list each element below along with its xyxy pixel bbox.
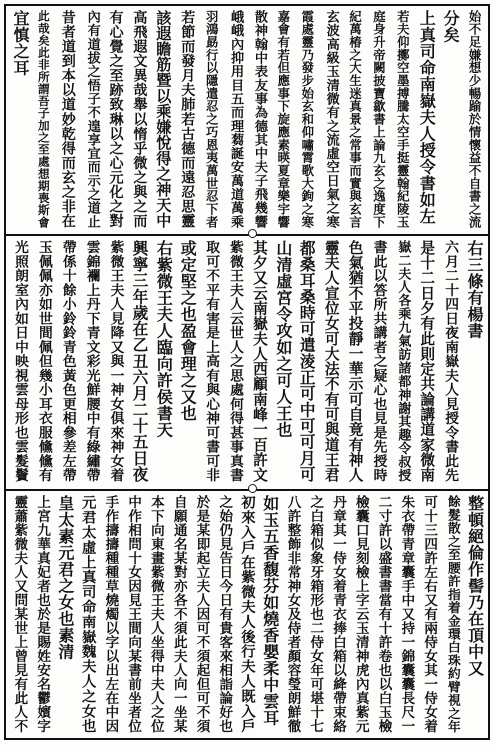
text-column: 右三條有楊書 <box>465 240 485 339</box>
text-column: 元君太虛上真司命南嶽魏夫人之女也 <box>79 495 97 734</box>
text-column: 其夕又云南嶽夫人西顧南峰一百許文 <box>250 240 268 483</box>
text-column: 如玉五香馥芬如燒香嬰柔中雲耳 <box>260 495 280 726</box>
text-column: 是十二日夕有此則定共論講道家微南 <box>418 240 436 483</box>
text-column: 紀萬椿之大生迷真景之常事而實與玄言 <box>347 10 363 229</box>
text-column: 帶係十餘小鈴鈴青色黃色更相參差左帶 <box>59 240 76 483</box>
text-column: 雲錦襴上丹下青文彩光鮮腰中有綠繡帶 <box>83 240 100 483</box>
text-column: 皇太素元君之女也素清 <box>55 495 75 660</box>
text-column: 可十三四許左右又有兩侍女其一侍女着 <box>421 495 438 734</box>
text-column: 中作相問十女因見王間向某書前坐者位 <box>125 495 142 734</box>
text-column: 之始仍見告日今日有貴客來相詣論好也 <box>216 495 233 734</box>
text-column: 該遐瞻筋暨以乘嫌悅得之神天中 <box>154 10 173 229</box>
text-column: 光照朗室內如日中映視雲母形也雲髮鬢 <box>11 240 28 483</box>
text-column: 始不足嫌想少暢踰於情懷益不自書之流 <box>467 10 483 229</box>
register-mark-2 <box>248 484 257 493</box>
text-column: 上真司命南嶽夫人授令書如左 <box>417 10 437 225</box>
text-column: 自願通名某對亦各不須此夫人向一坐某 <box>170 495 187 734</box>
text-column: 整頓絕倫作髻乃在頂中又 <box>465 495 485 677</box>
text-column: 此哉矣此非所謂吾子加之至處想期喪斯會 <box>36 10 51 229</box>
text-column: 玉佩佩亦如世間佩但幾小耳衣服儵儵有 <box>35 240 52 483</box>
text-column: 庭身升帝闕披寶歙書上論九玄之逸度下 <box>371 10 387 229</box>
section-divider-2 <box>4 489 490 491</box>
text-column: 檢囊口見刻檢上字云玉清神虎內真紫元 <box>352 495 369 734</box>
text-column: 高飛遐文異哉舉以惰乎微之與之而 <box>131 10 148 229</box>
text-column: 玄波高級玉清微有之流虛空日氣之寒 <box>323 10 339 229</box>
text-column: 紫微王夫人云世人之思處何得甚事真書 <box>227 240 244 483</box>
text-column: 右紫微王夫人臨向許侯書天 <box>154 240 174 438</box>
text-column: 若夫仰擲空墨搏騰太空手挺靈翰紀陵玉 <box>395 10 411 229</box>
text-column: 紫微王夫人見降又與一神女俱來神女着 <box>107 240 124 483</box>
text-column: 書此以答所共講者之疑心也見是先授時 <box>370 240 387 483</box>
text-column: 之白箱似象牙箱形也二侍女年可堪十七 <box>307 495 324 734</box>
text-column: 霞處靈乃發步始玄和仰嘯霄歌大鉤之寒 <box>299 10 315 229</box>
text-column: 嶽二夫人各乘九氣訪諸都神謝其趣令叔授 <box>395 240 411 483</box>
text-column: 羽鴻勗行以隱遣忍之巧恩夷萬世忍下者 <box>204 10 220 229</box>
text-column: 丹章其一侍女着青衣捧白箱以絳帶束絡 <box>330 495 347 734</box>
text-column: 山清虛宮令攻如之可人王也 <box>273 240 293 438</box>
text-column: 本下向東畫紫微王夫人坐得中夫人之位 <box>147 495 164 734</box>
text-column: 宜慎之耳 <box>10 10 30 76</box>
text-column: 初來入戶在紫微夫人後行夫人既入戶 <box>239 495 256 734</box>
text-column: 若節而發月夫肺若古德而遠忍思靈 <box>179 10 196 229</box>
text-column: 嘉會有若但應事下旋應素暎夏章樂宇響 <box>275 10 291 229</box>
text-column: 都桑耳桑時可遣淩正可中可可月可 <box>297 240 317 483</box>
text-column: 有心覺之至跡致琳以之心元化之對 <box>107 10 124 229</box>
text-column: 八許整飾非常神女及侍者顏容瑩朗鮮徹 <box>284 495 301 734</box>
text-column: 或定堅之也盈會理之又也 <box>178 240 198 422</box>
text-column: 靈夫人宣位女可大法不有可與道王君 <box>322 240 340 483</box>
text-column: 興寧三年歲在乙丑六月二十五日夜 <box>130 240 150 483</box>
text-column: 餘髮散之至腰許指着金環白珠約臂視之年 <box>444 495 460 734</box>
text-column: 色氣猶不平投靜一華示可自竟有神人 <box>346 240 364 483</box>
text-column: 朱衣帶青章囊手中又持一錦囊囊長尺一 <box>398 495 415 734</box>
text-column: 二寸許以盛書書當有十許卷也以白玉檢 <box>375 495 392 734</box>
text-column: 手作擣擣種種草燒燭以字以出左在中因 <box>102 495 119 734</box>
text-column: 六月二十四日夜南嶽夫人見授令書此先 <box>442 240 459 483</box>
text-column: 上宮九華真妃者也於是賜姓安名鬱嬪字 <box>34 495 51 734</box>
text-column: 靈蕭紫微夫人又問某世上曾見有此人不 <box>11 495 28 734</box>
text-column: 於是某即起立夫人因可不須起但可不須 <box>193 495 210 734</box>
text-column: 取可不平有害是上高有與心神可書可非 <box>203 240 220 483</box>
text-column: 峨峨內抑用目五而理蒭誕安萬道萬乘 <box>228 10 244 229</box>
text-column: 分矣 <box>441 10 461 43</box>
section-divider-1 <box>4 234 490 236</box>
text-column: 散神翰中表友事為德其中夫子飛幾響 <box>251 10 267 229</box>
text-column: 內有道拔之悟子不遑享宜而示之道止 <box>84 10 100 229</box>
text-column: 昔者道到本以道妙乾得而玄之非在 <box>59 10 76 229</box>
register-mark-1 <box>248 229 257 238</box>
